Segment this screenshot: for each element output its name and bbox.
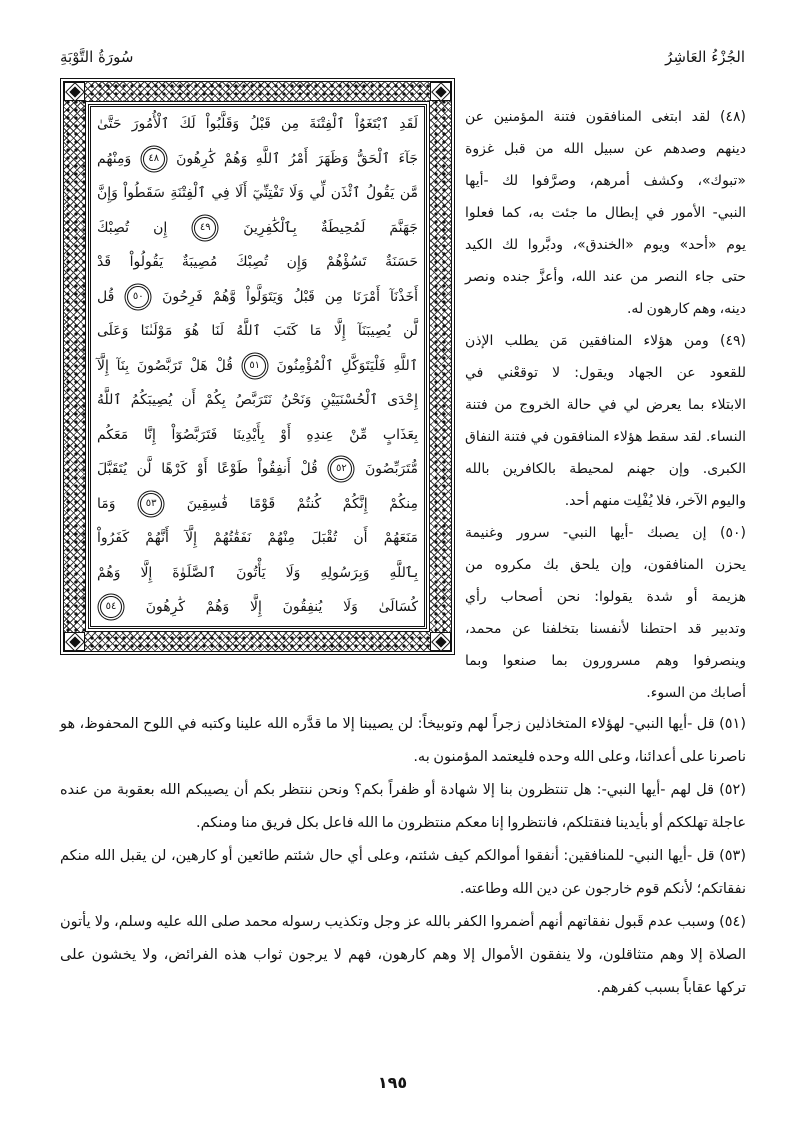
ayah-number-marker: ٥٣ [140,493,162,515]
page-number: ١٩٥ [377,1073,408,1092]
ayah-number-marker: ٤٨ [143,148,165,170]
tafsir-line: يحزن المنافقون، وإن يلحق بك مكروه من [465,557,746,573]
ayah-number-marker: ٥٤ [100,596,122,618]
tafsir-paragraph [60,906,746,1005]
quran-text-segment: حَسَنَةٌ تَسُؤْهُمْ وَإِن تُصِبْكَ مُصِيبَةٌ يَقُولُواْ قَدْ [97,254,418,270]
quran-line [97,590,418,625]
tafsir-paragraph [60,708,746,774]
quran-text-segment: مِنكُمْ إِنَّكُمْ كُنتُمْ قَوْمًا فَٰسِقِينَ [186,495,419,512]
quran-text-segment: إِحْدَى ٱلْحُسْنَيَيْنِ وَنَحْنُ نَتَرَبَّصُ بِكُمْ أَن يُصِيبَكُمُ ٱللَّهُ [97,392,418,408]
quran-text-segment: بِٱللَّهِ وَبِرَسُولِهِ وَلَا يَأْتُونَ ٱلصَّلَوٰةَ إِلَّا وَهُمْ [97,564,418,581]
tafsir-paragraph [465,325,746,517]
frame-corner-ornament [430,632,451,651]
tafsir-line: حتى جاء النصر من عند الله، وأعزَّ جنده ونصر [465,269,746,285]
tafsir-line: الابتلاء بما يعرض لي في حالة الخروج من فتنة [465,397,746,413]
quran-line [97,245,418,280]
tafsir-line: (٤٨) لقد ابتغى المنافقون فتنة المؤمنين عن [465,109,746,125]
tafsir-line: الكبرى. وإن جهنم لمحيطة بالكافرين بالله [465,461,746,477]
quran-text-segment: جَآءَ ٱلْحَقُّ وَظَهَرَ أَمْرُ ٱللَّهِ وَهُمْ كَٰرِهُونَ [176,150,418,167]
tafsir-line: واليوم الآخر، فلا يُفْلِت منهم أحد. [564,493,746,509]
tafsir-line: عاجلة تهلككم أو بأيدينا فنقتلكم، فانتظروا إنا معكم منتظرون ما الله فاعل بكل فريق منا ومنكم. [196,815,746,831]
tafsir-line: النبي- الأمور في إبطال ما جئت به، كما فعلوا [465,205,746,221]
quran-text-segment: لَقَدِ ٱبْتَغَوُاْ ٱلْفِتْنَةَ مِن قَبْلُ وَقَلَّبُواْ لَكَ ٱلْأُمُورَ حَتَّىٰ [97,116,418,132]
tafsir-line: وتدبير قد احتطنا لأنفسنا بتخلفنا عن محمد، [465,621,746,637]
frame-corner-ornament [430,82,451,101]
tafsir-paragraph [465,101,746,325]
tafsir-line: للقعود عن الجهاد ويقول: لا توقعْني في [465,365,746,381]
tafsir-line: دينهم وصدهم عن سبيل الله من قبل غزوة [465,141,746,157]
tafsir-line: (٥٠) إن يصبك -أيها النبي- سرور وغنيمة [465,525,746,541]
tafsir-paragraph [465,517,746,709]
quran-line [97,452,418,487]
tafsir-line: دينه، وهم كارهون له. [626,301,746,317]
quran-line [97,280,418,315]
tafsir-line: يوم «أحد» ويوم «الخندق»، ودبَّروا لك الكيد [465,237,746,253]
tafsir-line: ناصرنا على أعدائنا، وعلى الله وحده فليعتمد المؤمنون به. [413,749,746,765]
quran-text [97,107,418,625]
quran-line [97,556,418,591]
quran-line [97,418,418,453]
tafsir-line: النساء. لقد سقط هؤلاء المنافقون في فتنة النفاق [465,429,746,445]
tafsir-line: (٥٢) قل لهم -أيها النبي-: هل تنتظرون بنا إلا شهادة أو ظفراً بكم؟ ونحن ننتظر بكم أن يصيبكم الله بعقوبة من عنده [60,782,746,798]
quran-frame [60,78,455,655]
tafsir-paragraph [60,774,746,840]
quran-line [97,314,418,349]
corner-gem-icon [435,636,446,647]
quran-line [97,142,418,177]
quran-text-segment: جَهَنَّمَ لَمُحِيطَةٌ بِٱلْكَٰفِرِينَ [243,219,419,236]
tafsir-line: الصلاة إلا وهم متثاقلون، ولا ينفقون الأموال إلا وهم كارهون، فهم لا يرجون ثواب هذه الفرائض، ولا يخشون على [60,947,746,963]
quran-line [97,487,418,522]
quran-line [97,211,418,246]
frame-corner-ornament [64,82,85,101]
tafsir-paragraph [60,840,746,906]
quran-text-segment: مَّن يَقُولُ ٱئْذَن لِّي وَلَا تَفْتِنِّيٓ أَلَا فِي ٱلْفِتْنَةِ سَقَطُواْ وَإِنَّ [97,185,418,201]
tafsir-line: «تبوك»، وكشف أمرهم، وصرَّفوا لك -أيها [465,173,746,189]
tafsir-line: (٥١) قل -أيها النبي- لهؤلاء المتخاذلين زجراً لهم وتوبيخاً: لن يصيبنا إلا ما قدَّره الله علينا وكتبه في اللوح المحفوظ، هو [60,716,746,732]
tafsir-line: (٤٩) ومن هؤلاء المنافقين مَن يطلب الإذن [465,333,746,349]
quran-line [97,107,418,142]
quran-text-segment: قُلْ أَنفِقُواْ طَوْعًا أَوْ كَرْهًا لَّن يُتَقَبَّلَ [97,461,318,477]
quran-line [97,383,418,418]
corner-gem-icon [435,86,446,97]
quran-text-segment: مَنَعَهُمْ أَن تُقْبَلَ مِنْهُمْ نَفَقَٰتُهُمْ إِلَّآ أَنَّهُمْ كَفَرُواْ [97,530,418,546]
tafsir-line: أصابك من السوء. [646,685,746,701]
tafsir-line: هزيمة أو شدة يقولوا: نحن أصحاب رأي [465,589,746,605]
quran-text-panel [88,104,427,629]
quran-text-segment: إِن تُصِبْكَ [97,219,168,236]
ayah-number-marker: ٥٢ [330,458,352,480]
tafsir-line: وينصرفوا وهم مسرورون بما صنعوا وبما [465,653,746,669]
quran-text-segment: وَمَا [97,495,116,512]
ayah-number-marker: ٥٠ [127,286,149,308]
running-header-juz: الجُزْءُ العَاشِرُ [665,48,745,66]
quran-text-segment: مُّتَرَبِّصُونَ [365,461,418,477]
quran-text-segment: لَّن يُصِيبَنَآ إِلَّا مَا كَتَبَ ٱللَّهُ لَنَا هُوَ مَوْلَىٰنَا وَعَلَى [97,323,418,339]
frame-corner-ornament [64,632,85,651]
tafsir-line: (٥٣) قل -أيها النبي- للمنافقين: أنفقوا أموالكم كيف شئتم، وعلى أي حال شئتم طائعين أو كارهين، لن يقبل الله منكم [60,848,746,864]
quran-text-segment: قُلْ هَلْ تَرَبَّصُونَ بِنَآ إِلَّآ [97,357,233,374]
quran-text-segment: ٱللَّهِ فَلْيَتَوَكَّلِ ٱلْمُؤْمِنُونَ [276,357,418,374]
tafsir-full-width [60,708,746,1005]
running-header-surah: سُورَةُ التَّوْبَةِ [60,48,134,66]
quran-line [97,521,418,556]
tafsir-line: تركها عقاباً بسبب كفرهم. [596,980,746,996]
quran-text-segment: بِعَذَابٍ مِّنْ عِندِهِ أَوْ بِأَيْدِينَا فَتَرَبَّصُوٓاْ إِنَّا مَعَكُم [97,426,418,443]
quran-text-segment: كُسَالَىٰ وَلَا يُنفِقُونَ إِلَّا وَهُمْ كَٰرِهُونَ [145,599,418,615]
corner-gem-icon [69,86,80,97]
tafsir-line: (٥٤) وسبب عدم قَبول نفقاتهم أنهم أضمروا الكفر بالله عز وجل وتكذيب رسوله محمد صلى الله عليه وسلم، ولا يأتون [60,914,746,930]
quran-line [97,349,418,384]
tafsir-line: نفقاتكم؛ لأنكم قوم خارجون عن دين الله وطاعته. [459,881,746,897]
quran-text-segment: قُل [97,288,115,305]
ayah-number-marker: ٤٩ [194,217,216,239]
tafsir-side-column [465,101,746,709]
quran-text-segment: أَخَذْنَآ أَمْرَنَا مِن قَبْلُ وَيَتَوَلَّواْ وَّهُمْ فَرِحُونَ [162,288,419,305]
corner-gem-icon [69,636,80,647]
quran-text-segment: وَمِنْهُم [97,150,132,167]
quran-line [97,176,418,211]
ayah-number-marker: ٥١ [244,355,266,377]
